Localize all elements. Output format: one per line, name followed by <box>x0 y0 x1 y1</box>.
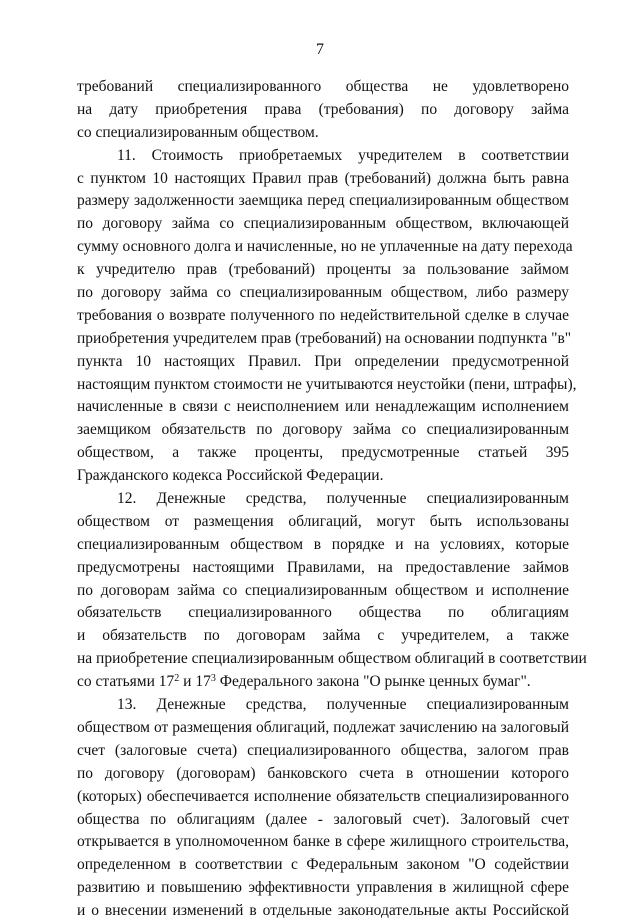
text-line: 13. Денежные средства, полученные специализированным <box>117 696 569 714</box>
text-segment: Федерального закона "О рынке ценных бумаг". <box>215 673 531 691</box>
text-line: по договору (договорам) банковского счета в отношении которого <box>77 764 569 782</box>
superscript: 2 <box>174 673 180 685</box>
text-line: 11. Стоимость приобретаемых учредителем в соответствии <box>117 146 569 164</box>
text-line: пункта 10 настоящих Правил. При определении предусмотренной <box>77 352 569 370</box>
text-line: обществом от размещения облигаций, могут быть использованы <box>77 512 569 530</box>
text-line: требования о возврате полученного по недействительной сделке в случае <box>77 306 569 324</box>
text-line: настоящим пунктом стоимости не учитываются неустойки (пени, штрафы), <box>77 375 577 393</box>
text-line: счет (залоговые счета) специализированного общества, залогом прав <box>77 741 569 759</box>
text-line: приобретения учредителем прав (требований) на основании подпункта "в" <box>77 329 572 347</box>
text-line: сумму основного долга и начисленные, но не уплаченные на дату перехода <box>77 238 573 256</box>
text-line: предусмотрены настоящими Правилами, на предоставление займов <box>77 558 569 576</box>
text-line: развитию и повышению эффективности управления в жилищной сфере <box>77 879 569 897</box>
text-line <box>77 671 569 694</box>
text-segment: со статьями 17 <box>77 673 175 691</box>
text-line: (которых) обеспечивается исполнение обязательств специализированного <box>77 787 569 805</box>
page-number: 7 <box>316 41 324 58</box>
text-line: 12. Денежные средства, полученные специализированным <box>117 490 569 508</box>
text-line: с пунктом 10 настоящих Правил прав (требований) должна быть равна <box>77 169 569 187</box>
text-line: и обязательств по договорам займа с учредителем, а также <box>77 627 569 645</box>
text-line: открывается в уполномоченном банке в сфере жилищного строительства, <box>77 833 569 851</box>
superscript: 3 <box>210 673 216 685</box>
text-line: определенном в соответствии с Федеральным законом "О содействии <box>77 856 569 874</box>
text-line: обществом, а также проценты, предусмотренные статьей 395 <box>77 444 569 462</box>
text-line: по договорам займа со специализированным обществом и исполнение <box>77 581 569 599</box>
text-line: на приобретение специализированным обществом облигаций в соответствии <box>77 650 587 668</box>
text-line: обязательств специализированного общества по облигациям <box>77 604 569 622</box>
text-line: обществом от размещения облигаций, подлежат зачислению на залоговый <box>77 718 569 736</box>
document-body <box>77 76 587 923</box>
text-line: по договору займа со специализированным обществом, включающей <box>77 215 569 233</box>
text-segment: и 17 <box>179 673 211 691</box>
text-line: размеру задолженности заемщика перед специализированным обществом <box>77 192 569 210</box>
text-line: по договору займа со специализированным обществом, либо размеру <box>77 284 569 302</box>
text-line: на дату приобретения права (требования) по договору займа <box>77 100 569 118</box>
text-line: требований специализированного общества не удовлетворено <box>77 78 569 95</box>
text-line: и о внесении изменений в отдельные законодательные акты Российской <box>77 902 569 920</box>
text-line: к учредителю прав (требований) проценты за пользование займом <box>77 261 569 279</box>
text-line: заемщиком обязательств по договору займа со специализированным <box>77 421 569 439</box>
text-line: начисленные в связи с неисполнением или ненадлежащим исполнением <box>77 398 569 416</box>
text-line: Гражданского кодекса Российской Федерации. <box>77 467 384 485</box>
text-line: специализированным обществом в порядке и на условиях, которые <box>77 535 569 553</box>
text-line: со специализированным обществом. <box>77 123 319 141</box>
text-line: общества по облигациям (далее - залоговый счет). Залоговый счет <box>77 810 569 828</box>
